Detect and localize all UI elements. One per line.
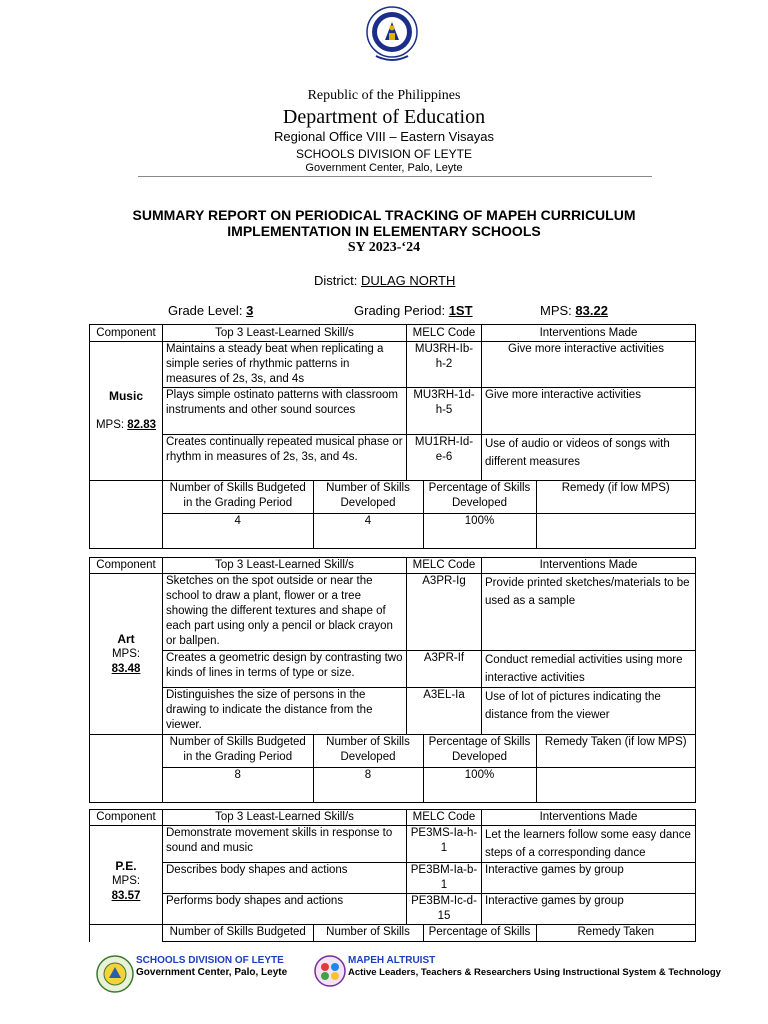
music-mps-value: 82.83 — [127, 419, 157, 431]
music-mps-label: MPS: — [95, 419, 125, 431]
music-remedy-header: Remedy (if low MPS) — [536, 481, 695, 513]
music-summary-table — [163, 481, 695, 548]
col-header-component: Component — [90, 325, 163, 342]
art-blank-cell — [90, 735, 163, 803]
music-budgeted-header: Number of Skills Budgeted in the Grading Period — [163, 481, 313, 513]
period-row — [354, 303, 473, 318]
pe-code-3: PE3BM-Ic-d-15 — [407, 894, 482, 925]
music-skill-2: Plays simple ostinato patterns with classroom instruments and other sound sources — [163, 388, 407, 435]
pe-remedy-header: Remedy Taken — [536, 925, 695, 941]
col-header-skills: Top 3 Least-Learned Skill/s — [163, 810, 407, 826]
pe-developed-header: Number of Skills — [313, 925, 423, 941]
district-value: DULAG NORTH — [360, 273, 456, 288]
pe-code-1: PE3MS-Ia-h-1 — [407, 826, 482, 863]
period-value: 1ST — [448, 303, 473, 318]
pe-skill-1: Demonstrate movement skills in response to sound and music — [163, 826, 407, 863]
art-remedy-header: Remedy Taken (if low MPS) — [536, 735, 695, 767]
pe-code-2: PE3BM-Ia-b-1 — [407, 863, 482, 894]
header-republic: Republic of the Philippines — [307, 88, 461, 103]
header-divider — [138, 176, 652, 177]
footer-right — [348, 955, 721, 979]
art-skill-2: Creates a geometric design by contrasting two kinds of lines in terms of type or size. — [163, 651, 407, 688]
art-code-3: A3EL-Ia — [407, 688, 482, 735]
col-header-melc: MELC Code — [407, 558, 482, 574]
col-header-component: Component — [90, 810, 163, 826]
music-component-cell — [90, 342, 163, 481]
header-address: Government Center, Palo, Leyte — [305, 162, 463, 174]
music-table — [89, 324, 696, 549]
art-intervention-1: Provide printed sketches/materials to be used as a sample — [482, 574, 696, 651]
art-skill-3: Distinguishes the size of persons in the drawing to indicate the distance from the viewer. — [163, 688, 407, 735]
music-skill-1: Maintains a steady beat when replicating a simple series of rhythmic patterns in measures of 2s, 3s, and 4s — [163, 342, 407, 388]
footer-left-sub: Government Center, Palo, Leyte — [136, 967, 288, 978]
music-intervention-3: Use of audio or videos of songs with different measures — [482, 435, 696, 481]
art-name: Art — [117, 631, 135, 646]
pe-skill-3: Performs body shapes and actions — [163, 894, 407, 925]
music-developed-header: Number of Skills Developed — [313, 481, 423, 513]
music-code-1: MU3RH-Ib-h-2 — [407, 342, 482, 388]
music-code-3: MU1RH-Id-e-6 — [407, 435, 482, 481]
col-header-skills: Top 3 Least-Learned Skill/s — [163, 325, 407, 342]
art-mps-value: 83.48 — [111, 662, 141, 675]
overall-mps-value: 83.22 — [575, 303, 608, 318]
pe-mps-label: MPS: — [111, 874, 141, 887]
music-remedy-value — [536, 513, 695, 548]
footer-left-title: SCHOOLS DIVISION OF LEYTE — [136, 955, 284, 966]
art-developed-value: 8 — [313, 767, 423, 802]
footer-right-title: MAPEH ALTRUIST — [348, 955, 436, 966]
report-sy: SY 2023-‘24 — [347, 240, 421, 255]
col-header-melc: MELC Code — [407, 325, 482, 342]
music-summary-cell — [163, 481, 696, 549]
music-blank-cell — [90, 481, 163, 549]
mapeh-altruist-logo — [314, 955, 346, 987]
pe-table — [89, 809, 696, 942]
art-table — [89, 557, 696, 803]
pe-intervention-2: Interactive games by group — [482, 863, 696, 894]
overall-mps-label: MPS: — [540, 303, 572, 318]
pe-name: P.E. — [115, 858, 137, 873]
music-skill-3: Creates continually repeated musical phase or rhythm in measures of 2s, 3s, and 4s. — [163, 435, 407, 481]
pe-intervention-1: Let the learners follow some easy dance steps of a corresponding dance — [482, 826, 696, 863]
music-name: Music — [108, 389, 143, 403]
art-percentage-header: Percentage of Skills Developed — [423, 735, 536, 767]
deped-seal-logo — [366, 6, 418, 96]
grade-value: 3 — [246, 303, 254, 318]
header-division: SCHOOLS DIVISION OF LEYTE — [295, 147, 473, 161]
pe-summary-cell — [163, 925, 696, 942]
music-code-2: MU3RH-1d-h-5 — [407, 388, 482, 435]
period-label: Grading Period: — [354, 303, 446, 318]
pe-component-cell — [90, 826, 163, 925]
col-header-melc: MELC Code — [407, 810, 482, 826]
pe-intervention-3: Interactive games by group — [482, 894, 696, 925]
district-label: District: — [314, 273, 358, 288]
art-skill-1: Sketches on the spot outside or near the school to draw a plant, flower or a tree showing the different textures and shape of each part using only a pencil or black crayon or ballpen. — [163, 574, 407, 651]
music-budgeted-value: 4 — [163, 513, 313, 548]
music-developed-value: 4 — [313, 513, 423, 548]
report-title-line2: IMPLEMENTATION IN ELEMENTARY SCHOOLS — [227, 223, 541, 239]
division-seal-logo — [96, 955, 134, 993]
music-intervention-1: Give more interactive activities — [482, 342, 696, 388]
pe-blank-cell — [90, 925, 163, 942]
report-title-line1: SUMMARY REPORT ON PERIODICAL TRACKING OF MAPEH CURRICULUM — [132, 207, 636, 223]
art-budgeted-value: 8 — [163, 767, 313, 802]
art-summary-table — [163, 735, 695, 802]
art-mps-label: MPS: — [111, 647, 141, 660]
grade-row — [168, 303, 253, 318]
footer-right-sub: Active Leaders, Teachers & Researchers Using Instructional System & Technology — [348, 967, 721, 978]
pe-budgeted-header: Number of Skills Budgeted — [163, 925, 313, 941]
pe-summary-table — [163, 925, 695, 942]
art-percentage-value: 100% — [423, 767, 536, 802]
district-row — [314, 273, 455, 288]
footer-left — [136, 955, 287, 979]
overall-mps-row — [540, 303, 608, 318]
art-summary-cell — [163, 735, 696, 803]
pe-mps-value: 83.57 — [111, 889, 141, 902]
col-header-interventions: Interventions Made — [482, 558, 696, 574]
art-code-2: A3PR-If — [407, 651, 482, 688]
art-remedy-value — [536, 767, 695, 802]
pe-percentage-header: Percentage of Skills — [423, 925, 536, 941]
music-intervention-2: Give more interactive activities — [482, 388, 696, 435]
art-budgeted-header: Number of Skills Budgeted in the Grading Period — [163, 735, 313, 767]
art-component-cell — [90, 574, 163, 735]
music-percentage-value: 100% — [423, 513, 536, 548]
art-intervention-3: Use of lot of pictures indicating the distance from the viewer — [482, 688, 696, 735]
col-header-skills: Top 3 Least-Learned Skill/s — [163, 558, 407, 574]
art-code-1: A3PR-Ig — [407, 574, 482, 651]
col-header-component: Component — [90, 558, 163, 574]
header-department: Department of Education — [282, 106, 486, 128]
header-region: Regional Office VIII – Eastern Visayas — [274, 129, 494, 144]
col-header-interventions: Interventions Made — [482, 810, 696, 826]
art-developed-header: Number of Skills Developed — [313, 735, 423, 767]
art-intervention-2: Conduct remedial activities using more interactive activities — [482, 651, 696, 688]
col-header-interventions: Interventions Made — [482, 325, 696, 342]
music-percentage-header: Percentage of Skills Developed — [423, 481, 536, 513]
grade-label: Grade Level: — [168, 303, 243, 318]
pe-skill-2: Describes body shapes and actions — [163, 863, 407, 894]
